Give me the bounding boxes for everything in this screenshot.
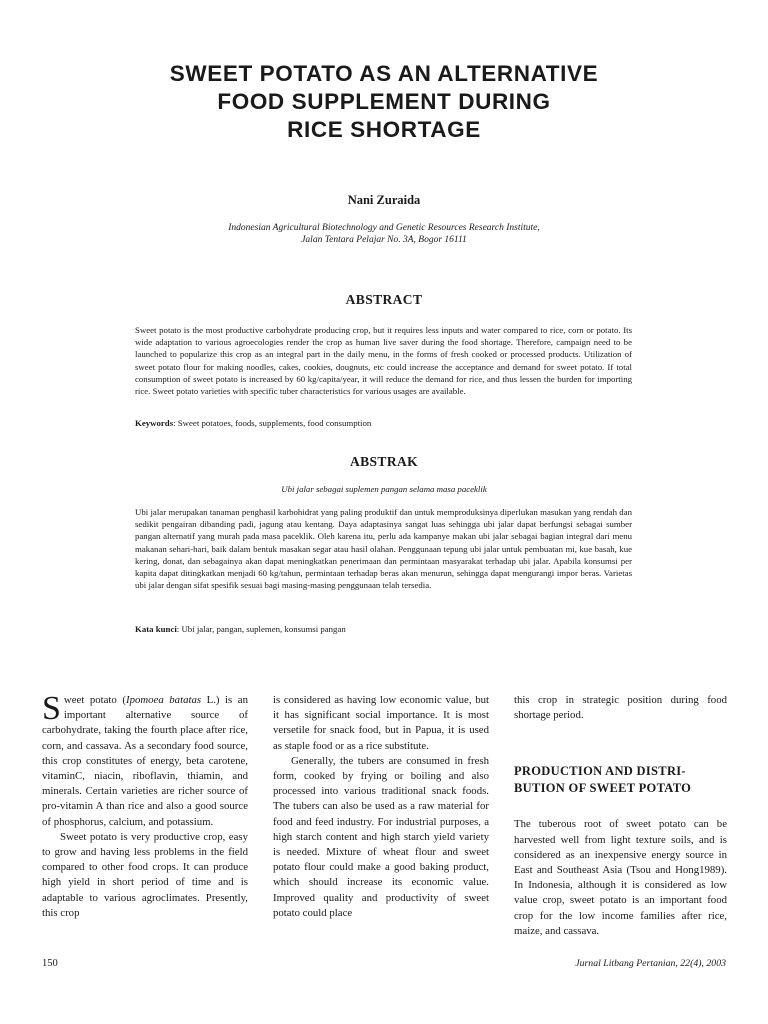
- paragraph-text: weet potato (: [63, 694, 126, 706]
- abstrak-keywords: [135, 623, 632, 635]
- page-number: 150: [42, 958, 58, 969]
- affiliation-line: Indonesian Agricultural Biotechnology and Genetic Resources Research Institute,: [228, 223, 540, 233]
- body-paragraph: is considered as having low economic value, but it has significant social importance. It is most versetile for snack food, but in Papua, it is used as staple food or as a rice substitute.: [273, 694, 489, 752]
- body-paragraph: Generally, the tubers are consumed in fresh form, cooked by frying or boiling and also processed into various traditional snack foods. The tubers can also be used as a raw material for food and feed industry. For industrial purposes, a high starch content and high starch yield variety is needed. Mixture of wheat flour and sweet potato flour could make a good baking product, which should increase its economic value. Improved quality and productivity of sweet potato could place: [273, 754, 489, 919]
- abstract-heading: ABSTRACT: [345, 292, 423, 307]
- keywords-list: : Sweet potatoes, foods, supplements, food consumption: [173, 418, 372, 428]
- affiliation: [150, 222, 618, 246]
- kata-kunci-list: : Ubi jalar, pangan, suplemen, konsumsi pangan: [176, 624, 346, 634]
- section-heading-line: PRODUCTION AND DISTRI-: [514, 764, 686, 779]
- abstrak-text: Ubi jalar merupakan tanaman penghasil karbohidrat yang paling produktif dan untuk memproduksinya diperlukan masukan yang rendah dan sedikit pengairan dibanding padi, jagung atau kentang. Daya adaptasinya sangat luas sehingga ubi jalar dapat berfungsi sebagai sumber pangan alternatif yang murah pada masa paceklik. Oleh karena itu, perlu ada kampanye makan ubi jalar sebagai bagian integral dari menu makanan sehari-hari, baik dalam bentuk masakan segar atau hasil olahan. Penggunaan tepung ubi jalar untuk pembuatan mi, kue basah, kue kering, donat, dan sebagainya akan dapat meningkatkan penerimaan dan permintaan masyarakat terhadap ubi jalar. Apabila konsumsi per kapita dapat ditingkatkan menjadi 60 kg/tahun, permintaan terhadap beras akan menurun, sehingga dapat mengurangi impor beras. Varietas ubi jalar dengan sifat spesifik sesuai bagi masing-masing penggunaan telah tersedia.: [135, 507, 632, 591]
- title-line: RICE SHORTAGE: [287, 117, 481, 142]
- author-name: Nani Zuraida: [347, 193, 421, 207]
- title-line: SWEET POTATO AS AN ALTERNATIVE: [169, 61, 599, 86]
- abstrak-heading: ABSTRAK: [349, 454, 419, 469]
- body-paragraph: The tuberous root of sweet potato can be harvested well from light texture soils, and is considered as an inexpensive energy source in East and Southeast Asia (Tsou and Hong1989). In Indonesia, although it is considered as low value crop, sweet potato is an important food crop for the low income families after rice, maize, and cassava.: [514, 818, 727, 937]
- kata-kunci-label: Kata kunci: [135, 624, 177, 634]
- journal-citation: Jurnal Litbang Pertanian, 22(4), 2003: [575, 958, 726, 969]
- section-heading: [514, 763, 727, 797]
- body-column-1: [42, 690, 248, 921]
- body-paragraph: this crop in strategic position during food shortage period.: [514, 694, 727, 722]
- abstract-keywords: [135, 417, 632, 429]
- drop-cap: S: [42, 690, 61, 727]
- body-column-2: [273, 693, 489, 921]
- paper-title: [100, 60, 668, 144]
- affiliation-line: Jalan Tentara Pelajar No. 3A, Bogor 16111: [301, 235, 467, 245]
- title-line: FOOD SUPPLEMENT DURING: [217, 89, 551, 114]
- section-heading-line: BUTION OF SWEET POTATO: [514, 781, 692, 796]
- abstrak-subtitle: Ubi jalar sebagai suplemen pangan selama masa paceklik: [281, 484, 487, 494]
- abstract-text: Sweet potato is the most productive carbohydrate producing crop, but it requires less inputs and water compared to rice, corn or potato. Its wide adaptation to various agroecologies render the crop as human live saver during the food shortage. Therefore, campaign need to be launched to popularize this crop as an integral part in the daily menu, in the forms of fresh cooked or processed products. Utilization of sweet potato flour for making noodles, cakes, cookies, dougnuts, etc could increase the acceptance and demand for sweet potato. If total consumption of sweet potato is increased by 60 kg/capita/year, it will reduce the demand for rice, and thus lessen the burden for importing rice. Sweet potato varieties with specific tuber characteristics for various usages are available.: [135, 325, 632, 397]
- body-column-3: [514, 693, 727, 939]
- species-name: Ipomoea batatas: [125, 694, 202, 706]
- keywords-label: Keywords: [135, 418, 174, 428]
- body-paragraph: Sweet potato is very productive crop, easy to grow and having less problems in the field compared to other food crops. It can produce high yield in short period of time and is adaptable to various agroclimates. Presently, this crop: [42, 830, 248, 919]
- body-paragraph: [42, 690, 248, 830]
- paragraph-text: L.) is an important alternative source of carbohydrate, taking the fourth place after rice, corn, and cassava. As a secondary food source, this crop constitutes of energy, beta carotene, vitaminC, niacin, riboflavin, thiamin, and minerals. Certain varieties are richer source of pro-vitamin A than rice and also a good source of phosphorus, calcium, and potassium.: [42, 694, 248, 828]
